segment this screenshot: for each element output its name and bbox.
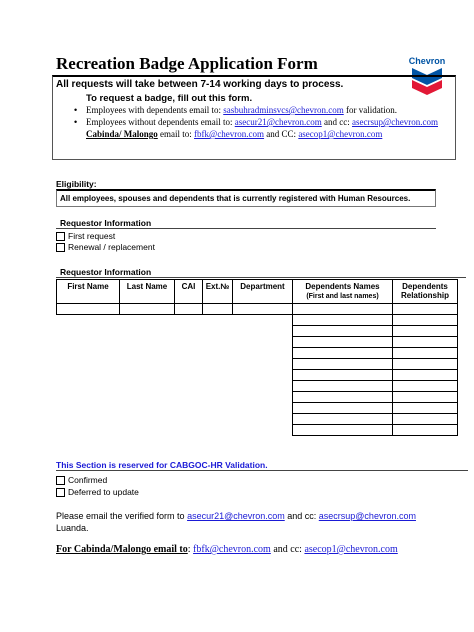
empty-cell [120,337,175,348]
cell-dependent-name[interactable] [293,381,393,392]
empty-cell [120,348,175,359]
eligibility-title: Eligibility: [56,179,97,189]
checkbox-icon[interactable] [56,476,65,485]
cell-dependent-name[interactable] [293,403,393,414]
cell-dependent-name[interactable] [293,348,393,359]
cell-dependent-relationship[interactable] [393,414,458,425]
empty-cell [57,425,120,436]
empty-cell [233,425,293,436]
form-title: Recreation Badge Application Form [56,54,318,73]
empty-cell [120,392,175,403]
table-row[interactable] [57,425,458,436]
requestor-table [56,279,458,436]
empty-cell [57,337,120,348]
cell-dependent-name[interactable] [293,370,393,381]
checkbox-icon[interactable] [56,243,65,252]
empty-cell [175,392,203,403]
checkbox-icon[interactable] [56,232,65,241]
empty-cell [120,359,175,370]
table-row[interactable] [57,304,458,315]
empty-cell [233,414,293,425]
empty-cell [120,315,175,326]
cell-dependent-relationship[interactable] [393,403,458,414]
bullet-cabinda: Cabinda/ Malongo email to: fbfk@chevron.com and CC: asecop1@chevron.com [86,129,383,139]
bullet-without-dependents: Employees without dependents email to: asecur21@chevron.com and cc: asecrsup@chevron.com [86,117,438,127]
empty-cell [203,414,233,425]
table-row[interactable] [57,326,458,337]
checkbox-deferred[interactable]: Deferred to update [56,487,139,497]
logo-text: Chevron [408,56,446,66]
cell-dependent-relationship[interactable] [393,370,458,381]
empty-cell [203,403,233,414]
empty-cell [175,337,203,348]
empty-cell [203,370,233,381]
empty-cell [175,359,203,370]
table-row[interactable] [57,403,458,414]
instruction-text: To request a badge, fill out this form. [86,93,253,104]
email-link-asecop1[interactable]: asecop1@chevron.com [298,129,383,139]
table-row[interactable] [57,381,458,392]
empty-cell [57,326,120,337]
empty-cell [233,348,293,359]
cell-dependent-name[interactable] [293,315,393,326]
empty-cell [233,359,293,370]
checkbox-first-request[interactable]: First request [56,231,115,241]
email-link-asecrsup[interactable]: asecrsup@chevron.com [351,117,438,127]
requestor-table-title: Requestor Information [60,267,152,277]
empty-cell [203,326,233,337]
empty-cell [175,414,203,425]
email-link-asecrsup[interactable]: asecrsup@chevron.com [318,511,416,521]
col-department: Department [233,280,293,304]
cell-dependent-name[interactable] [293,304,393,315]
empty-cell [120,326,175,337]
email-link-asecur21[interactable]: asecur21@chevron.com [187,511,285,521]
cell-cai[interactable] [175,304,203,315]
empty-cell [57,370,120,381]
bullet-icon: • [74,117,78,127]
table-row[interactable] [57,370,458,381]
empty-cell [120,381,175,392]
processing-notice: All requests will take between 7-14 working days to process. [56,79,344,90]
empty-cell [203,359,233,370]
checkbox-renewal[interactable]: Renewal / replacement [56,242,155,252]
table-row[interactable] [57,337,458,348]
cell-dependent-name[interactable] [293,414,393,425]
eligibility-text: All employees, spouses and dependents that is currently registered with Human Resources. [60,194,411,203]
cell-dependent-name[interactable] [293,337,393,348]
empty-cell [57,381,120,392]
cell-ext[interactable] [203,304,233,315]
empty-cell [203,425,233,436]
cell-dependent-name[interactable] [293,326,393,337]
cell-dependent-name[interactable] [293,392,393,403]
table-row[interactable] [57,348,458,359]
col-last-name: Last Name [120,280,175,304]
empty-cell [233,326,293,337]
empty-cell [175,326,203,337]
dependent-rows [57,315,458,436]
cell-dependent-relationship[interactable] [393,392,458,403]
cell-dependent-relationship[interactable] [393,381,458,392]
checkbox-confirmed[interactable]: Confirmed [56,475,107,485]
col-ext: Ext.№ [203,280,233,304]
empty-cell [57,392,120,403]
email-link-asecop1[interactable]: asecop1@chevron.com [304,544,398,555]
empty-cell [175,348,203,359]
cell-dependent-relationship[interactable] [393,326,458,337]
divider [56,277,466,278]
empty-cell [175,403,203,414]
empty-cell [120,414,175,425]
col-dependents-relationship: Dependents Relationship [393,280,458,304]
empty-cell [175,381,203,392]
col-cai: CAI [175,280,203,304]
table-row[interactable] [57,315,458,326]
col-first-name: First Name [57,280,120,304]
empty-cell [120,370,175,381]
empty-cell [233,381,293,392]
cabinda-email-instruction: For Cabinda/Malongo email to: fbfk@chevron.com and cc: asecop1@chevron.com [56,544,398,555]
empty-cell [203,392,233,403]
validation-title: This Section is reserved for CABGOC-HR Validation. [56,460,268,470]
cell-dependent-relationship[interactable] [393,304,458,315]
empty-cell [203,337,233,348]
bullet-icon: • [74,105,78,115]
empty-cell [203,381,233,392]
empty-cell [233,315,293,326]
empty-cell [233,370,293,381]
email-link-hr[interactable]: sasbuhradminsvcs@chevron.com [223,105,344,115]
cell-dependent-relationship[interactable] [393,348,458,359]
email-link-fbfk[interactable]: fbfk@chevron.com [193,544,271,555]
table-row[interactable] [57,392,458,403]
empty-cell [233,392,293,403]
email-link-asecur21[interactable]: asecur21@chevron.com [234,117,322,127]
empty-cell [233,337,293,348]
checkbox-icon[interactable] [56,488,65,497]
cell-first-name[interactable] [57,304,120,315]
cell-dependent-relationship[interactable] [393,315,458,326]
empty-cell [57,348,120,359]
empty-cell [175,370,203,381]
empty-cell [175,425,203,436]
empty-cell [120,403,175,414]
table-row[interactable] [57,414,458,425]
empty-cell [57,414,120,425]
empty-cell [233,403,293,414]
divider [56,228,436,229]
empty-cell [57,315,120,326]
cell-last-name[interactable] [120,304,175,315]
empty-cell [203,315,233,326]
requestor-info-title: Requestor Information [60,218,152,228]
empty-cell [175,315,203,326]
verified-email-instruction: Please email the verified form to asecur21@chevron.com and cc: asecrsup@chevron.com Luanda. [56,511,416,533]
cell-dependent-name[interactable] [293,425,393,436]
table-header-row [57,280,458,304]
cell-dependent-relationship[interactable] [393,425,458,436]
divider [56,470,468,471]
cell-dependent-name[interactable] [293,359,393,370]
email-link-fbfk[interactable]: fbfk@chevron.com [194,129,265,139]
empty-cell [120,425,175,436]
cell-department[interactable] [233,304,293,315]
col-dependents-names: Dependents Names (First and last names) [293,280,393,304]
cell-dependent-relationship[interactable] [393,337,458,348]
table-row[interactable] [57,359,458,370]
cell-dependent-relationship[interactable] [393,359,458,370]
empty-cell [57,403,120,414]
empty-cell [203,348,233,359]
empty-cell [57,359,120,370]
bullet-with-dependents: Employees with dependents email to: sasbuhradminsvcs@chevron.com for validation. [86,105,397,115]
